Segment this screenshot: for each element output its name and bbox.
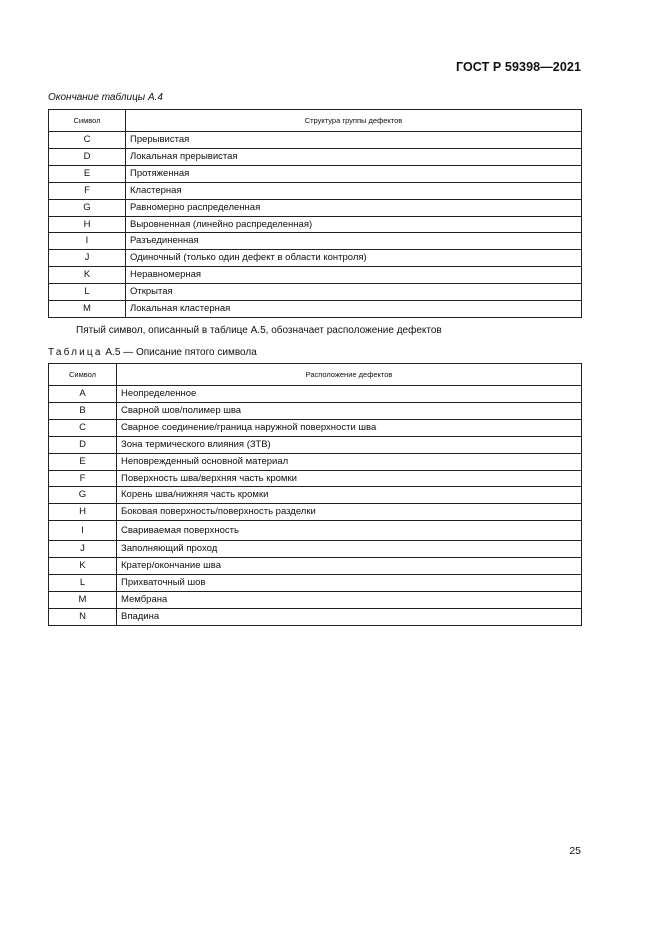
symbol-cell: D [49, 436, 117, 453]
table-row [49, 575, 582, 592]
table-row [49, 284, 582, 301]
description-cell: Кластерная [126, 182, 582, 199]
symbol-cell: M [49, 591, 117, 608]
symbol-cell: I [49, 521, 117, 541]
table-row [49, 419, 582, 436]
symbol-cell: K [49, 267, 126, 284]
table-a5-body [49, 386, 582, 626]
symbol-cell: I [49, 233, 126, 250]
table-a5-caption-label: Таблица [48, 347, 103, 358]
table-row [49, 402, 582, 419]
description-cell: Неравномерная [126, 267, 582, 284]
symbol-cell: F [49, 470, 117, 487]
table-header-row [49, 110, 582, 132]
symbol-cell: J [49, 250, 126, 267]
table-row [49, 608, 582, 625]
description-cell: Локальная кластерная [126, 301, 582, 318]
column-header-defect-location: Расположение дефектов [117, 364, 582, 386]
symbol-cell: A [49, 386, 117, 403]
table-a5 [48, 363, 582, 626]
table-row [49, 487, 582, 504]
table-row [49, 521, 582, 541]
table-row [49, 216, 582, 233]
table-a4-body [49, 132, 582, 318]
table-row [49, 182, 582, 199]
body-paragraph: Пятый символ, описанный в таблице А.5, обозначает расположение дефектов [76, 325, 442, 336]
table-row [49, 199, 582, 216]
symbol-cell: D [49, 148, 126, 165]
description-cell: Разъединенная [126, 233, 582, 250]
description-cell: Открытая [126, 284, 582, 301]
description-cell: Корень шва/нижняя часть кромки [117, 487, 582, 504]
table-row [49, 504, 582, 521]
table-a4-caption: Окончание таблицы А.4 [48, 92, 163, 103]
description-cell: Протяженная [126, 165, 582, 182]
symbol-cell: F [49, 182, 126, 199]
symbol-cell: E [49, 165, 126, 182]
table-row [49, 148, 582, 165]
table-row [49, 436, 582, 453]
table-a4 [48, 109, 582, 318]
description-cell: Кратер/окончание шва [117, 558, 582, 575]
description-cell: Поверхность шва/верхняя часть кромки [117, 470, 582, 487]
column-header-symbol: Символ [49, 110, 126, 132]
table-a5-caption-text: А.5 — Описание пятого символа [105, 347, 257, 358]
description-cell: Прерывистая [126, 132, 582, 149]
table-a5-caption [48, 347, 257, 358]
description-cell: Сварное соединение/граница наружной поверхности шва [117, 419, 582, 436]
table-row [49, 541, 582, 558]
description-cell: Неопределенное [117, 386, 582, 403]
description-cell: Зона термического влияния (ЗТВ) [117, 436, 582, 453]
table-row [49, 301, 582, 318]
symbol-cell: G [49, 487, 117, 504]
table-row [49, 470, 582, 487]
symbol-cell: L [49, 575, 117, 592]
table-row [49, 591, 582, 608]
symbol-cell: K [49, 558, 117, 575]
symbol-cell: G [49, 199, 126, 216]
description-cell: Мембрана [117, 591, 582, 608]
description-cell: Одиночный (только один дефект в области контроля) [126, 250, 582, 267]
description-cell: Равномерно распределенная [126, 199, 582, 216]
table-row [49, 386, 582, 403]
description-cell: Свариваемая поверхность [117, 521, 582, 541]
description-cell: Заполняющий проход [117, 541, 582, 558]
table-row [49, 250, 582, 267]
description-cell: Локальная прерывистая [126, 148, 582, 165]
description-cell: Боковая поверхность/поверхность разделки [117, 504, 582, 521]
description-cell: Впадина [117, 608, 582, 625]
document-code: ГОСТ Р 59398—2021 [455, 60, 581, 74]
symbol-cell: C [49, 132, 126, 149]
table-row [49, 558, 582, 575]
symbol-cell: B [49, 402, 117, 419]
description-cell: Прихваточный шов [117, 575, 582, 592]
table-header-row [49, 364, 582, 386]
table-row [49, 132, 582, 149]
symbol-cell: J [49, 541, 117, 558]
table-row [49, 165, 582, 182]
table-row [49, 453, 582, 470]
symbol-cell: H [49, 504, 117, 521]
symbol-cell: M [49, 301, 126, 318]
column-header-defect-group-structure: Структура группы дефектов [126, 110, 582, 132]
column-header-symbol: Символ [49, 364, 117, 386]
symbol-cell: N [49, 608, 117, 625]
table-row [49, 267, 582, 284]
description-cell: Сварной шов/полимер шва [117, 402, 582, 419]
page-number: 25 [569, 845, 581, 857]
description-cell: Неповрежденный основной материал [117, 453, 582, 470]
symbol-cell: L [49, 284, 126, 301]
symbol-cell: C [49, 419, 117, 436]
symbol-cell: H [49, 216, 126, 233]
symbol-cell: E [49, 453, 117, 470]
table-row [49, 233, 582, 250]
description-cell: Выровненная (линейно распределенная) [126, 216, 582, 233]
